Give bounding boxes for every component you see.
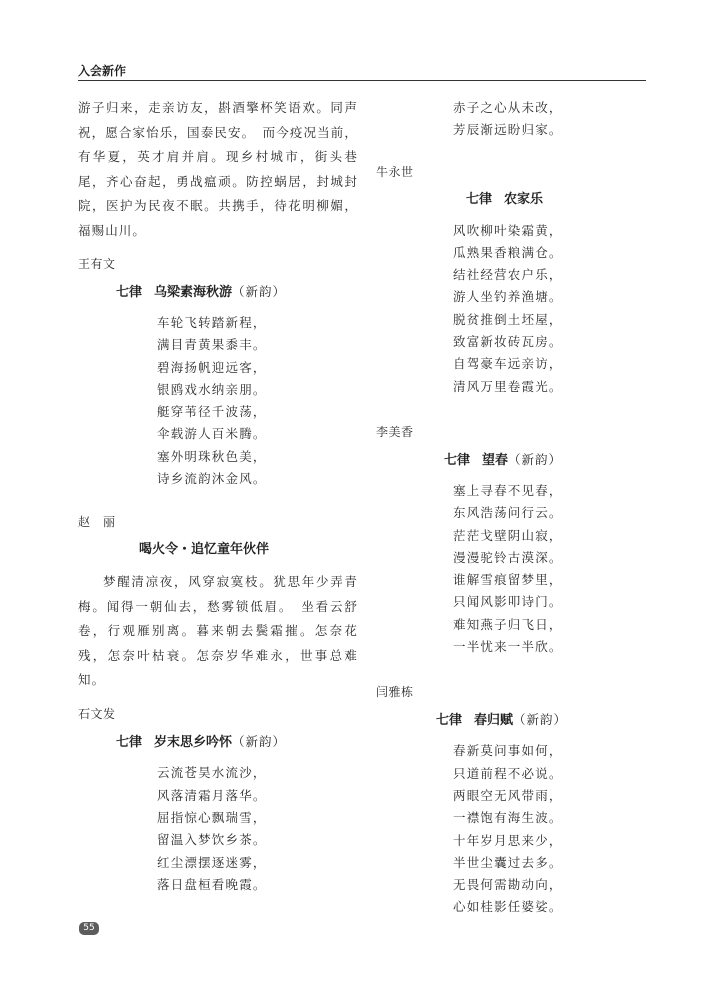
poem-line: 塞外明珠秋色美， xyxy=(157,448,267,464)
poem-title xyxy=(78,276,358,308)
poem-line: 银鸥戏水纳亲朋。 xyxy=(157,381,267,397)
poem-continuation xyxy=(376,97,646,142)
poem-line: 难知燕子归飞日， xyxy=(453,616,563,632)
poem-line: 屈指惊心飘瑞雪， xyxy=(157,809,267,825)
poem-name: 喝火令・追忆童年伙伴 xyxy=(139,542,270,558)
poem-line: 塞上寻春不见春， xyxy=(453,482,563,498)
poem-line: 漫漫驼铃古漠深。 xyxy=(453,549,563,565)
poem-line: 风吹柳叶染霜黄， xyxy=(453,222,563,238)
rhyme-note: （新韵） xyxy=(508,451,563,467)
poem-name: 乌梁素海秋游 xyxy=(154,285,233,300)
poem-body xyxy=(78,762,358,896)
poem-line: 脱贫推倒土坯屋， xyxy=(453,311,563,327)
poem-line: 瓜熟果香粮满仓。 xyxy=(453,244,563,260)
poem-line: 艇穿苇径千波荡， xyxy=(157,404,267,420)
poem-line: 十年岁月思来少， xyxy=(453,832,563,848)
poem-line: 留温入梦饮乡茶。 xyxy=(157,832,267,848)
author-name: 闫雅栋 xyxy=(376,685,414,700)
poem-line: 东风浩荡问行云。 xyxy=(453,505,563,521)
poem-line: 结社经营农户乐， xyxy=(453,267,563,283)
poem-line: 一半忧来一半欣。 xyxy=(453,639,563,655)
poem-title xyxy=(376,184,646,216)
poem-form: 七律 xyxy=(466,191,493,207)
poem-line: 春新莫问事如何， xyxy=(453,743,563,759)
author-name: 石文发 xyxy=(78,707,116,722)
poem-line: 满目青黄果黍丰。 xyxy=(157,337,267,353)
poem-line: 茫茫戈壁阴山寂， xyxy=(453,527,563,543)
poem-line: 伞载游人百米腾。 xyxy=(157,426,267,442)
rhyme-note: （新韵） xyxy=(232,284,287,299)
poem-name: 望春 xyxy=(482,452,509,468)
poem-line: 风落清霜月落华。 xyxy=(157,787,267,803)
poem-line: 谁解雪痕留梦里， xyxy=(453,572,563,588)
piece-wang-youwen xyxy=(78,252,358,490)
poem-line: 无畏何需勘动向， xyxy=(453,877,563,893)
poem-line: 落日盘桓看晚霞。 xyxy=(157,876,267,892)
header-rule xyxy=(78,80,646,81)
poem-title xyxy=(376,444,646,476)
poem-line: 赤子之心从未改， xyxy=(453,100,563,115)
rhyme-note: （新韵） xyxy=(513,712,568,728)
poem-line: 只闻风影叩诗门。 xyxy=(453,594,563,610)
poem-line: 云流苍昊水流沙， xyxy=(157,765,267,781)
poem-body xyxy=(376,480,646,658)
author-name: 李美香 xyxy=(376,424,414,439)
poem-line: 芳辰渐远盼归家。 xyxy=(453,122,563,138)
poem-form: 七律 xyxy=(444,452,471,468)
author-name: 赵 丽 xyxy=(78,515,116,530)
piece-li-meixiang xyxy=(376,420,646,658)
poem-line: 致富新妆砖瓦房。 xyxy=(453,334,563,350)
poem-line: 红尘漂摆逐迷雾， xyxy=(157,854,267,870)
poem-title xyxy=(78,726,358,758)
piece-shi-wenfa xyxy=(78,702,358,896)
poem-line: 诗乡流韵沐金风。 xyxy=(157,471,267,487)
page-number-badge: 55 xyxy=(79,922,99,935)
poem-line: 自驾豪车远亲访， xyxy=(453,356,563,372)
poem-form: 七律 xyxy=(116,735,143,751)
rhyme-note: （新韵） xyxy=(232,734,287,750)
piece-yan-yadong xyxy=(376,680,646,918)
poem-title xyxy=(78,534,358,566)
right-column xyxy=(376,96,646,919)
poem-line: 半世尘囊过去多。 xyxy=(453,854,563,870)
ci-prose: 梦醒清凉夜，风穿寂寞枝。犹思年少弄青梅。闻得一朝仙去，愁雾锁低眉。 坐看云舒卷，行观雁别离。暮来朝去鬓霜摧。怎奈花残，怎奈叶枯衰。怎奈岁华难永，世事总难知。 xyxy=(78,574,358,688)
poem-line: 只道前程不必说。 xyxy=(453,765,563,781)
poem-body xyxy=(376,740,646,918)
piece-zhao-li xyxy=(78,510,358,694)
poem-line: 游人坐钓养渔塘。 xyxy=(453,289,563,305)
poem-line: 车轮飞转踏新程， xyxy=(157,315,267,330)
poem-title xyxy=(376,704,646,736)
poem-body xyxy=(78,312,358,490)
poem-form: 七律 xyxy=(436,713,463,729)
poem-line: 碧海扬帆迎远客， xyxy=(157,359,267,375)
poem-line: 两眼空无风带雨， xyxy=(453,787,563,803)
poem-name: 春归赋 xyxy=(474,713,514,729)
author-name: 王有文 xyxy=(78,257,116,271)
poem-line: 清风万里卷霞光。 xyxy=(453,378,563,394)
poem-form: 七律 xyxy=(116,285,143,300)
poem-name: 农家乐 xyxy=(504,191,544,207)
author-name: 牛永世 xyxy=(376,164,414,179)
running-header-title: 入会新作 xyxy=(78,64,127,78)
piece-niu-yongshi xyxy=(376,160,646,398)
poem-line: 一襟饱有海生波。 xyxy=(453,810,563,826)
poem-line: 心如桂影任婆娑。 xyxy=(453,899,563,915)
poem-body xyxy=(376,220,646,398)
intro-prose: 游子归来，走亲访友，斟酒擎杯笑语欢。同声祝，愿合家怡乐，国泰民安。 而今疫况当前，有华夏，英才肩并肩。现乡村城市，街头巷尾，齐心奋起，勇战瘟顽。防控蜗居，封城封院，医护为民夜不眠。共携手，待花明柳媚，福赐山川。 xyxy=(78,100,358,238)
poem-name: 岁末思乡吟怀 xyxy=(154,735,233,751)
left-column xyxy=(78,96,358,896)
